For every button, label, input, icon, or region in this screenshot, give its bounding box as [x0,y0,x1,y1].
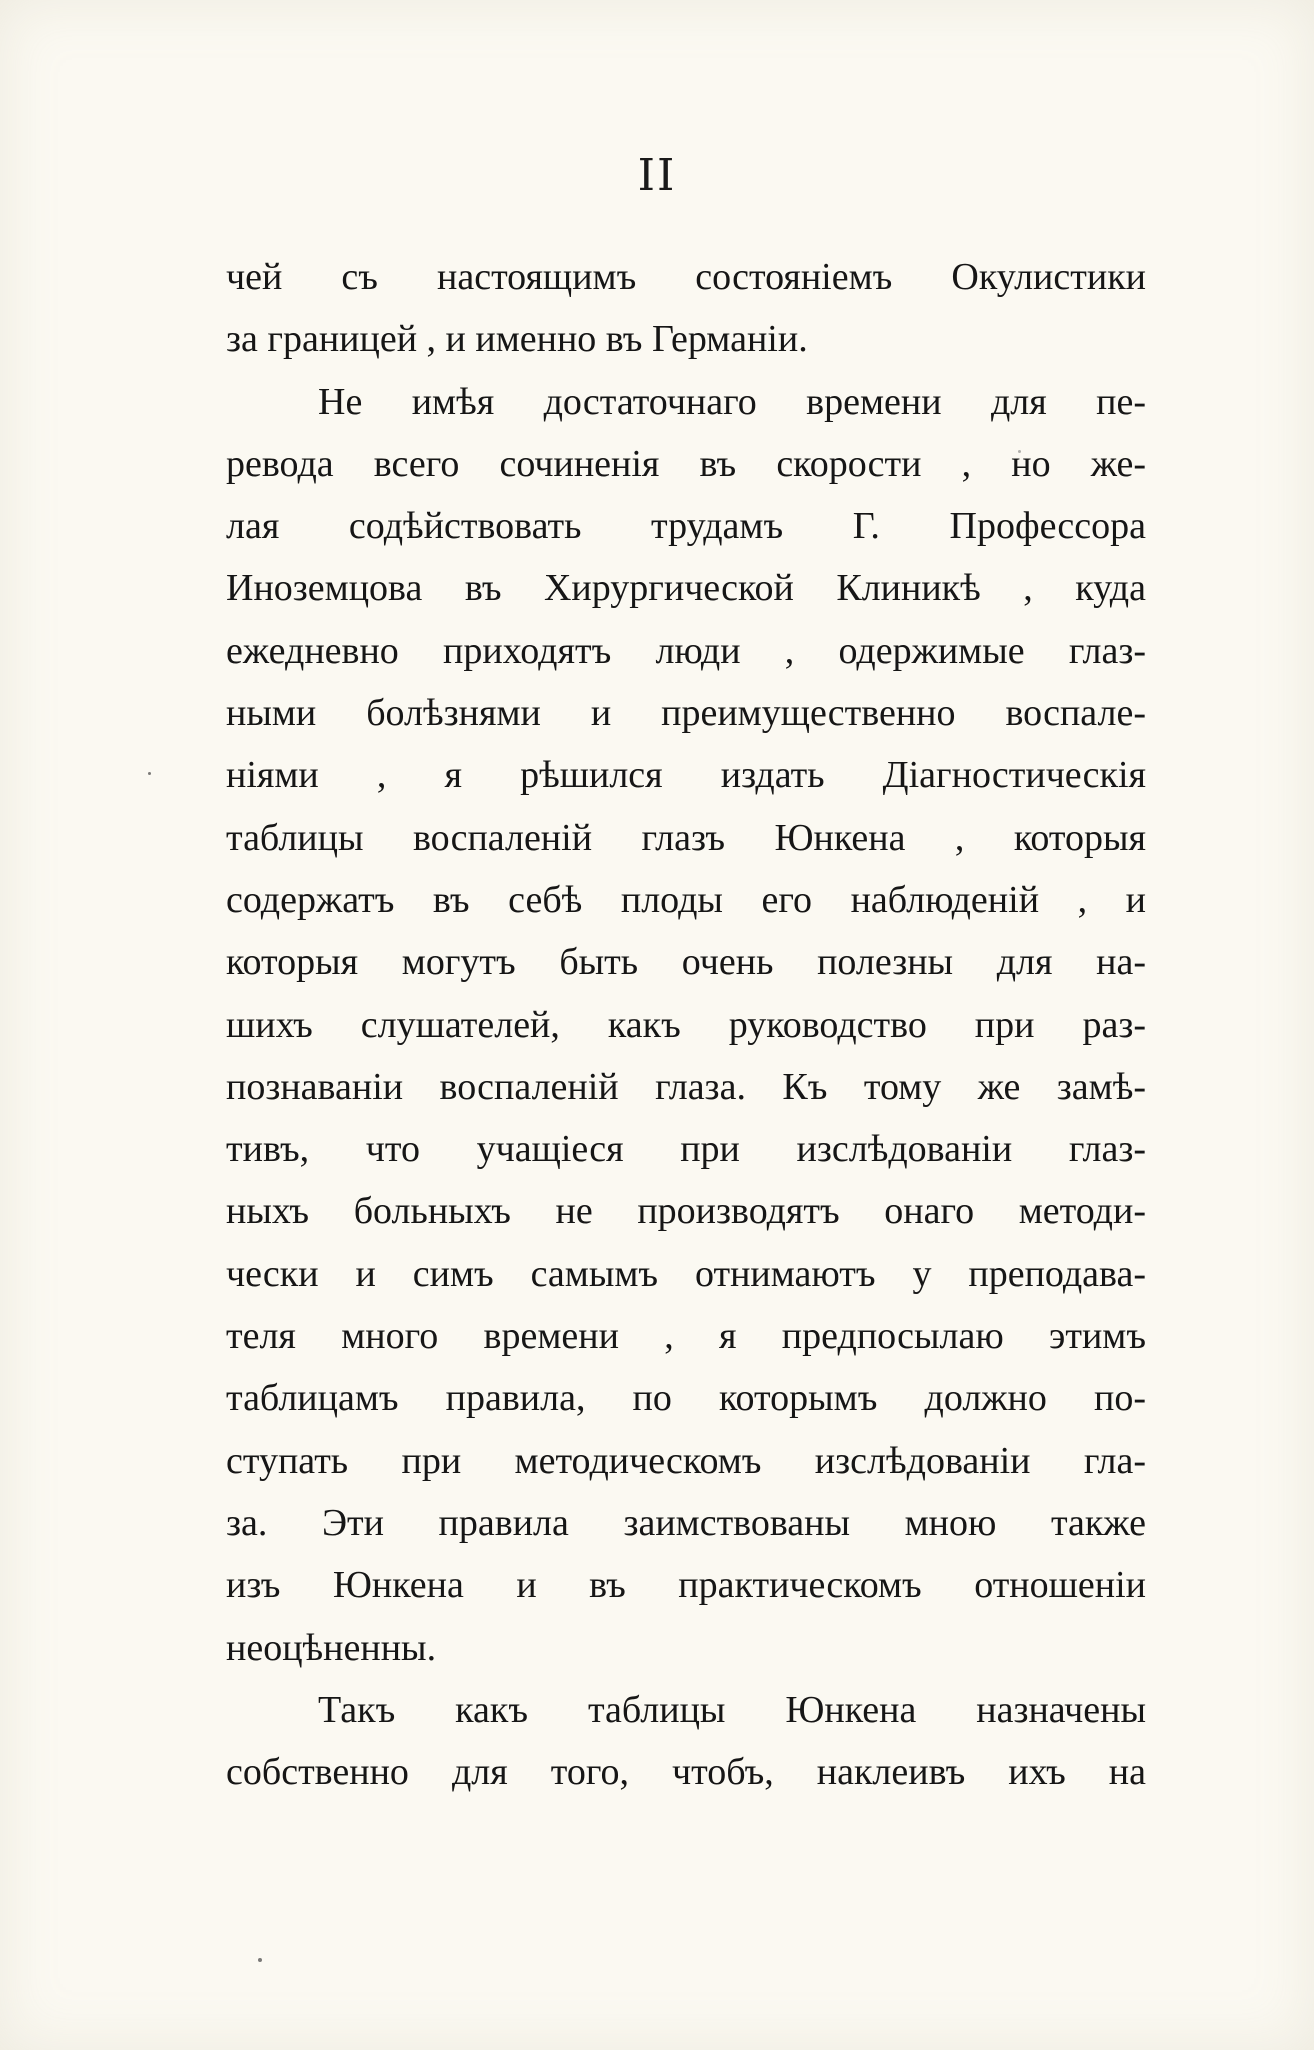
text-line: за границей , и именно въ Германiи. [226,318,808,361]
text-line: которыя могутъ быть очень полезны для на- [226,941,1146,984]
paper-speck [1018,450,1021,453]
text-line: ныхъ больныхъ не производятъ онаго методи- [226,1190,1146,1233]
text-line: лая содѣйствовать трудамъ Г. Профессора [226,505,1146,548]
text-line: изъ Юнкена и въ практическомъ отношенiи [226,1564,1146,1607]
text-line: таблицамъ правила, по которымъ должно по- [226,1377,1146,1420]
text-line: нiями , я рѣшился издать Дiагностическiя [226,754,1146,797]
text-line: ступать при методическомъ изслѣдованiи гла- [226,1439,1146,1482]
paper-speck [258,1958,262,1962]
text-line: ными болѣзнями и преимущественно воспале- [226,692,1146,735]
page-number: II [637,150,677,201]
text-line: за. Эти правила заимствованы мною также [226,1501,1146,1544]
text-line: неоцѣненны. [226,1626,437,1669]
text-line: теля много времени , я предпосылаю этимъ [226,1315,1146,1358]
text-line: содержатъ въ себѣ плоды его наблюденiй , и [226,878,1146,921]
text-line: тивъ, что учащiеся при изслѣдованiи глаз- [226,1128,1146,1171]
text-line: ежедневно приходятъ люди , одержимые глаз- [226,629,1146,672]
text-line: ревода всего сочиненiя въ скорости , но же- [226,442,1146,485]
text-line: Не имѣя достаточнаго времени для пе- [318,380,1146,423]
text-line: чески и симъ самымъ отнимаютъ у преподава- [226,1252,1146,1295]
text-line: шихъ слушателей, какъ руководство при раз- [226,1003,1146,1046]
paper-speck [148,772,151,775]
text-line: чей съ настоящимъ состоянiемъ Окулистики [226,256,1146,298]
text-line: собственно для того, чтобъ, наклеивъ ихъ на [226,1751,1146,1794]
body-text [226,246,1146,1803]
text-line: познаванiи воспаленiй глаза. Къ тому же замѣ- [226,1065,1146,1108]
text-line: Иноземцова въ Хирургической Клиникѣ , куда [226,567,1146,610]
text-line: Такъ какъ таблицы Юнкена назначены [318,1688,1146,1731]
text-line: таблицы воспаленiй глазъ Юнкена , которыя [226,816,1146,859]
